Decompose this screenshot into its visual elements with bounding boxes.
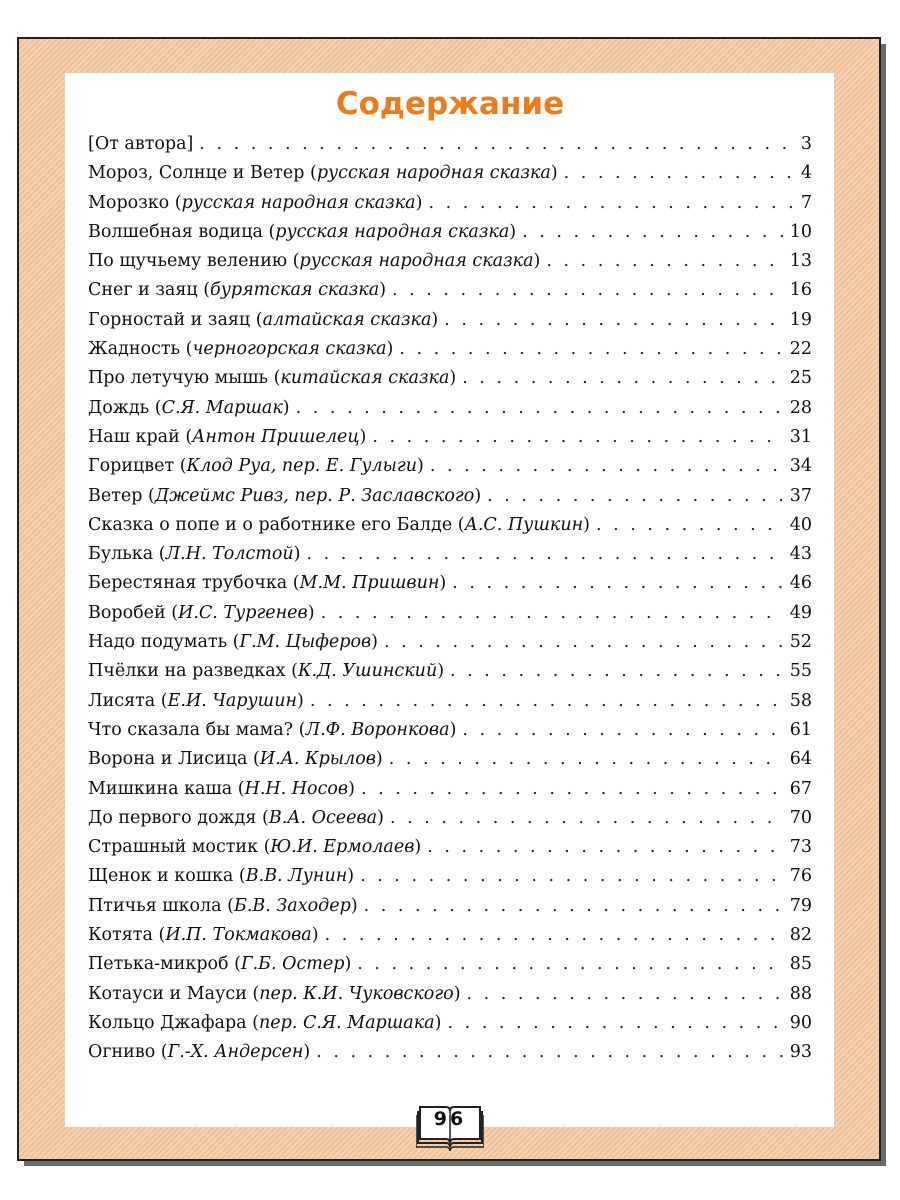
toc-entry-page: 79 <box>789 895 812 916</box>
toc-entry-title <box>88 482 481 511</box>
toc-entry[interactable] <box>88 921 812 950</box>
toc-entry[interactable] <box>88 1038 812 1067</box>
toc-entry-title-text: До первого дождя ( <box>88 807 269 828</box>
toc-entry[interactable] <box>88 423 812 452</box>
dot-leader <box>452 569 783 598</box>
toc-entry-note: И.П. Токмакова <box>165 925 312 946</box>
toc-entry-note: Клод Руа, пер. Е. Гулыги <box>186 456 417 477</box>
toc-entry-close: ) <box>431 309 439 330</box>
toc-entry-title-text: Морозко ( <box>88 192 182 213</box>
dot-leader <box>296 394 784 423</box>
toc-entry-close: ) <box>303 1042 311 1063</box>
toc-entry-title-text: Горностай и заяц ( <box>88 309 263 330</box>
toc-entry-title <box>88 306 438 335</box>
toc-entry-title <box>88 628 378 657</box>
toc-entry[interactable] <box>88 189 812 218</box>
toc-entry-title <box>88 833 421 862</box>
toc-entry-close: ) <box>437 661 445 682</box>
toc-entry-title-text: Волшебная водица ( <box>88 221 276 242</box>
toc-entry-close: ) <box>414 837 422 858</box>
toc-entry-close: ) <box>344 954 352 975</box>
toc-entry-title <box>88 921 319 950</box>
dot-leader <box>487 482 784 511</box>
toc-entry-title-text: Котауси и Мауси ( <box>88 983 260 1004</box>
toc-entry-note: китайская сказка <box>280 368 450 389</box>
toc-entry-title-text: Ворона и Лисица ( <box>88 749 260 770</box>
toc-entry-title-text: Щенок и кошка ( <box>88 866 246 887</box>
dot-leader <box>427 833 783 862</box>
toc-entry-page: 22 <box>789 339 812 360</box>
dot-leader <box>307 540 784 569</box>
dot-leader <box>462 364 784 393</box>
dot-leader <box>522 218 784 247</box>
toc-entry-page: 7 <box>800 192 812 213</box>
page-title: Содержание <box>335 86 565 122</box>
page-number-badge <box>416 1099 484 1153</box>
toc-entry[interactable] <box>88 745 812 774</box>
toc-entry-close: ) <box>533 251 541 272</box>
toc-entry-page: 88 <box>789 983 812 1004</box>
toc-entry[interactable] <box>88 569 812 598</box>
toc-entry-title-text: Кольцо Джафара ( <box>88 1012 259 1033</box>
toc-entry-title <box>88 511 590 540</box>
toc-entry[interactable] <box>88 687 812 716</box>
dot-leader <box>357 950 783 979</box>
toc-entry-title <box>88 980 461 1009</box>
toc-entry-close: ) <box>583 514 590 535</box>
toc-entry-close: ) <box>297 690 304 711</box>
toc-entry[interactable] <box>88 482 812 511</box>
toc-entry[interactable] <box>88 1009 812 1038</box>
toc-entry-note: Антон Пришелец <box>192 426 360 447</box>
toc-entry-title <box>88 423 366 452</box>
toc-entry-note: А.С. Пушкин <box>464 514 584 535</box>
toc-entry-close: ) <box>415 192 423 213</box>
toc-entry-page: 34 <box>789 456 812 477</box>
toc-entry-title <box>88 804 384 833</box>
toc-entry-title <box>88 540 301 569</box>
dot-leader <box>361 775 784 804</box>
toc-entry-close: ) <box>348 778 355 799</box>
toc-entry-title-text: Булька ( <box>88 544 166 565</box>
toc-entry-note: Н.Н. Носов <box>244 778 349 799</box>
toc-entry-title <box>88 130 193 159</box>
toc-entry-page: 16 <box>789 280 812 301</box>
toc-entry-close: ) <box>449 719 457 740</box>
toc-entry-page: 76 <box>789 866 812 887</box>
toc-entry[interactable] <box>88 306 812 335</box>
toc-entry[interactable] <box>88 892 812 921</box>
toc-entry-note: И.С. Тургенев <box>178 602 308 623</box>
toc-entry[interactable] <box>88 218 812 247</box>
toc-entry-close: ) <box>439 573 447 594</box>
toc-entry[interactable] <box>88 159 812 188</box>
toc-entry-title-text: Пчёлки на разведках ( <box>88 661 298 682</box>
toc-entry[interactable] <box>88 833 812 862</box>
dot-leader <box>444 306 784 335</box>
toc-entry-title <box>88 247 540 276</box>
dot-leader <box>596 511 784 540</box>
dot-leader <box>316 1038 784 1067</box>
toc-entry-title <box>88 775 355 804</box>
toc-entry[interactable] <box>88 540 812 569</box>
toc-entry-close: ) <box>379 280 387 301</box>
dot-leader <box>467 980 784 1009</box>
toc-entry[interactable] <box>88 980 812 1009</box>
dot-leader <box>447 1009 783 1038</box>
toc-entry-close: ) <box>375 749 383 770</box>
toc-entry-close: ) <box>359 426 367 447</box>
dot-leader <box>372 423 783 452</box>
toc-entry-page: 90 <box>789 1012 812 1033</box>
dot-leader <box>564 159 792 188</box>
toc-entry-note: русская народная сказка <box>316 163 551 184</box>
toc-entry-page: 52 <box>789 632 812 653</box>
toc-entry-title <box>88 394 290 423</box>
toc-entry-close: ) <box>307 602 315 623</box>
toc-entry-title-text: Берестяная трубочка ( <box>88 573 300 594</box>
toc-entry-close: ) <box>311 925 319 946</box>
toc-entry-page: 46 <box>789 573 812 594</box>
toc-entry[interactable] <box>88 394 812 423</box>
toc-entry-page: 43 <box>789 544 812 565</box>
toc-entry-note: пер. К.И. Чуковского <box>259 983 454 1004</box>
toc-entry-close: ) <box>371 632 378 653</box>
toc-entry-page: 67 <box>789 778 812 799</box>
toc-entry-note: Г.Б. Остер <box>241 954 345 975</box>
toc-entry-note: В.В. Лунин <box>245 866 348 887</box>
toc-entry-title <box>88 276 386 305</box>
toc-entry-title <box>88 159 558 188</box>
toc-entry-title-text: Что сказала бы мама? ( <box>88 719 306 740</box>
toc-entry-note: русская народная сказка <box>299 251 534 272</box>
dot-leader <box>199 130 792 159</box>
toc-entry-note: Л.Н. Толстой <box>165 544 294 565</box>
page-number: 96 <box>433 1108 467 1130</box>
toc-entry-title <box>88 716 456 745</box>
toc-entry-page: 37 <box>789 485 812 506</box>
toc-entry-page: 93 <box>789 1042 812 1063</box>
toc-entry-note: К.Д. Ушинский <box>297 661 438 682</box>
toc-entry-title-text: Лисята ( <box>88 690 168 711</box>
toc-entry-title <box>88 745 383 774</box>
dot-leader <box>321 599 784 628</box>
toc-entry-close: ) <box>377 807 384 828</box>
dot-leader <box>450 657 784 686</box>
toc-entry-title-text: Жадность ( <box>88 339 193 360</box>
toc-entry-title-text: Надо подумать ( <box>88 632 240 653</box>
toc-entry-note: Г.-Х. Андерсен <box>167 1042 304 1063</box>
toc-entry-close: ) <box>350 895 358 916</box>
toc-entry-note: В.А. Осеева <box>268 807 378 828</box>
toc-entry-close: ) <box>417 456 424 477</box>
toc-entry-note: М.М. Пришвин <box>299 573 440 594</box>
toc-entry-title-text: По щучьему велению ( <box>88 251 300 272</box>
toc-entry-note: алтайская сказка <box>262 309 432 330</box>
toc-entry-page: 49 <box>789 602 812 623</box>
toc-entry-title <box>88 189 422 218</box>
toc-entry-page: 82 <box>789 925 812 946</box>
toc-entry-title <box>88 687 304 716</box>
toc-entry-note: И.А. Крылов <box>259 749 376 770</box>
toc-entry-title-text: Наш край ( <box>88 426 193 447</box>
toc-entry-note: Б.В. Заходер <box>234 895 351 916</box>
toc-entry[interactable] <box>88 335 812 364</box>
toc-entry-page: 19 <box>789 309 812 330</box>
toc-entry-title-text: Огниво ( <box>88 1042 168 1063</box>
toc-entry-page: 61 <box>789 719 812 740</box>
dot-leader <box>462 716 783 745</box>
dot-leader <box>389 745 784 774</box>
toc-entry-title <box>88 862 354 891</box>
toc-entry-title <box>88 569 446 598</box>
dot-leader <box>325 921 784 950</box>
toc-entry[interactable] <box>88 804 812 833</box>
toc-entry-close: ) <box>449 368 457 389</box>
toc-entry-title-text: Мороз, Солнце и Ветер ( <box>88 163 317 184</box>
toc-entry-page: 25 <box>789 368 812 389</box>
toc-entry-note: Джеймс Ривз, пер. Р. Заславского <box>154 485 475 506</box>
toc-entry[interactable] <box>88 276 812 305</box>
toc-entry-title <box>88 452 424 481</box>
toc-entry-title <box>88 218 516 247</box>
toc-entry-close: ) <box>550 163 558 184</box>
dot-leader <box>392 276 784 305</box>
toc-entry[interactable] <box>88 130 812 159</box>
toc-entry-title-text: Страшный мостик ( <box>88 837 271 858</box>
toc-entry-note: русская народная сказка <box>275 221 510 242</box>
toc-entry-title-text: Воробей ( <box>88 602 179 623</box>
toc-entry-close: ) <box>509 221 517 242</box>
dot-leader <box>399 335 783 364</box>
toc-entry-page: 10 <box>789 221 812 242</box>
toc-entry-title <box>88 1038 310 1067</box>
toc-entry-note: пер. С.Я. Маршака <box>259 1012 435 1033</box>
dot-leader <box>364 892 784 921</box>
toc-entry-close: ) <box>474 485 482 506</box>
toc-entry-page: 31 <box>789 426 812 447</box>
toc-entry-page: 4 <box>800 163 812 184</box>
toc-entry-title-text: Сказка о попе и о работнике его Балде ( <box>88 514 465 535</box>
toc-entry-page: 58 <box>789 690 812 711</box>
toc-entry-page: 40 <box>789 514 812 535</box>
toc-entry-title-text: Дождь ( <box>88 397 162 418</box>
toc-entry-note: Г.М. Цыферов <box>239 632 372 653</box>
toc-entry[interactable] <box>88 364 812 393</box>
toc-entry-page: 28 <box>789 397 812 418</box>
toc-entry-page: 3 <box>800 134 812 154</box>
toc-entry-title <box>88 892 358 921</box>
toc-entry-page: 13 <box>789 251 812 272</box>
toc-entry-title-text: Горицвет ( <box>88 456 187 477</box>
toc-entry-close: ) <box>434 1012 442 1033</box>
toc-entry-note: Е.И. Чарушин <box>167 690 298 711</box>
toc-entry-note: С.Я. Маршак <box>161 397 283 418</box>
toc-entry-note: черногорская сказка <box>192 339 387 360</box>
toc-entry-title <box>88 657 444 686</box>
toc-entry-note: русская народная сказка <box>181 192 416 213</box>
dot-leader <box>384 628 784 657</box>
toc-entry-title-text: Про летучую мышь ( <box>88 368 281 389</box>
dot-leader <box>390 804 784 833</box>
toc-entry-close: ) <box>347 866 355 887</box>
toc-entry-title <box>88 1009 441 1038</box>
dot-leader <box>428 189 792 218</box>
toc-entry-page: 70 <box>789 807 812 828</box>
toc-entry[interactable] <box>88 452 812 481</box>
toc-entry-title-text: Котята ( <box>88 925 166 946</box>
toc-entry[interactable] <box>88 511 812 540</box>
toc-entry-note: Л.Ф. Воронкова <box>305 719 450 740</box>
toc-entry[interactable] <box>88 862 812 891</box>
dot-leader <box>310 687 784 716</box>
toc-entry-title <box>88 335 393 364</box>
toc-entry-page: 55 <box>789 661 812 682</box>
toc-entry-title-text: Снег и заяц ( <box>88 280 211 301</box>
toc-entry-title <box>88 950 351 979</box>
toc-entry-note: бурятская сказка <box>210 280 380 301</box>
toc-entry-title <box>88 364 456 393</box>
toc-entry[interactable] <box>88 716 812 745</box>
toc-entry-close: ) <box>293 544 301 565</box>
toc-entry-close: ) <box>282 397 290 418</box>
toc-entry[interactable] <box>88 775 812 804</box>
toc-entry-title-text: [От автора] <box>88 134 194 154</box>
toc-entry-title-text: Ветер ( <box>88 485 155 506</box>
toc-entry-title <box>88 599 315 628</box>
toc-entry[interactable] <box>88 599 812 628</box>
toc-entry-title-text: Мишкина каша ( <box>88 778 245 799</box>
toc-entry-close: ) <box>453 983 461 1004</box>
toc-entry-note: Ю.И. Ермолаев <box>270 837 415 858</box>
toc-entry-title-text: Петька-микроб ( <box>88 954 241 975</box>
toc-entry-page: 64 <box>789 749 812 770</box>
toc-entry[interactable] <box>88 247 812 276</box>
toc-entry-page: 85 <box>789 954 812 975</box>
toc-entry-page: 73 <box>789 837 812 858</box>
dot-leader <box>546 247 783 276</box>
table-of-contents <box>88 130 812 1068</box>
dot-leader <box>430 452 784 481</box>
toc-entry[interactable] <box>88 657 812 686</box>
toc-entry[interactable] <box>88 628 812 657</box>
toc-entry[interactable] <box>88 950 812 979</box>
toc-entry-title-text: Птичья школа ( <box>88 895 234 916</box>
dot-leader <box>360 862 784 891</box>
toc-entry-close: ) <box>386 339 394 360</box>
